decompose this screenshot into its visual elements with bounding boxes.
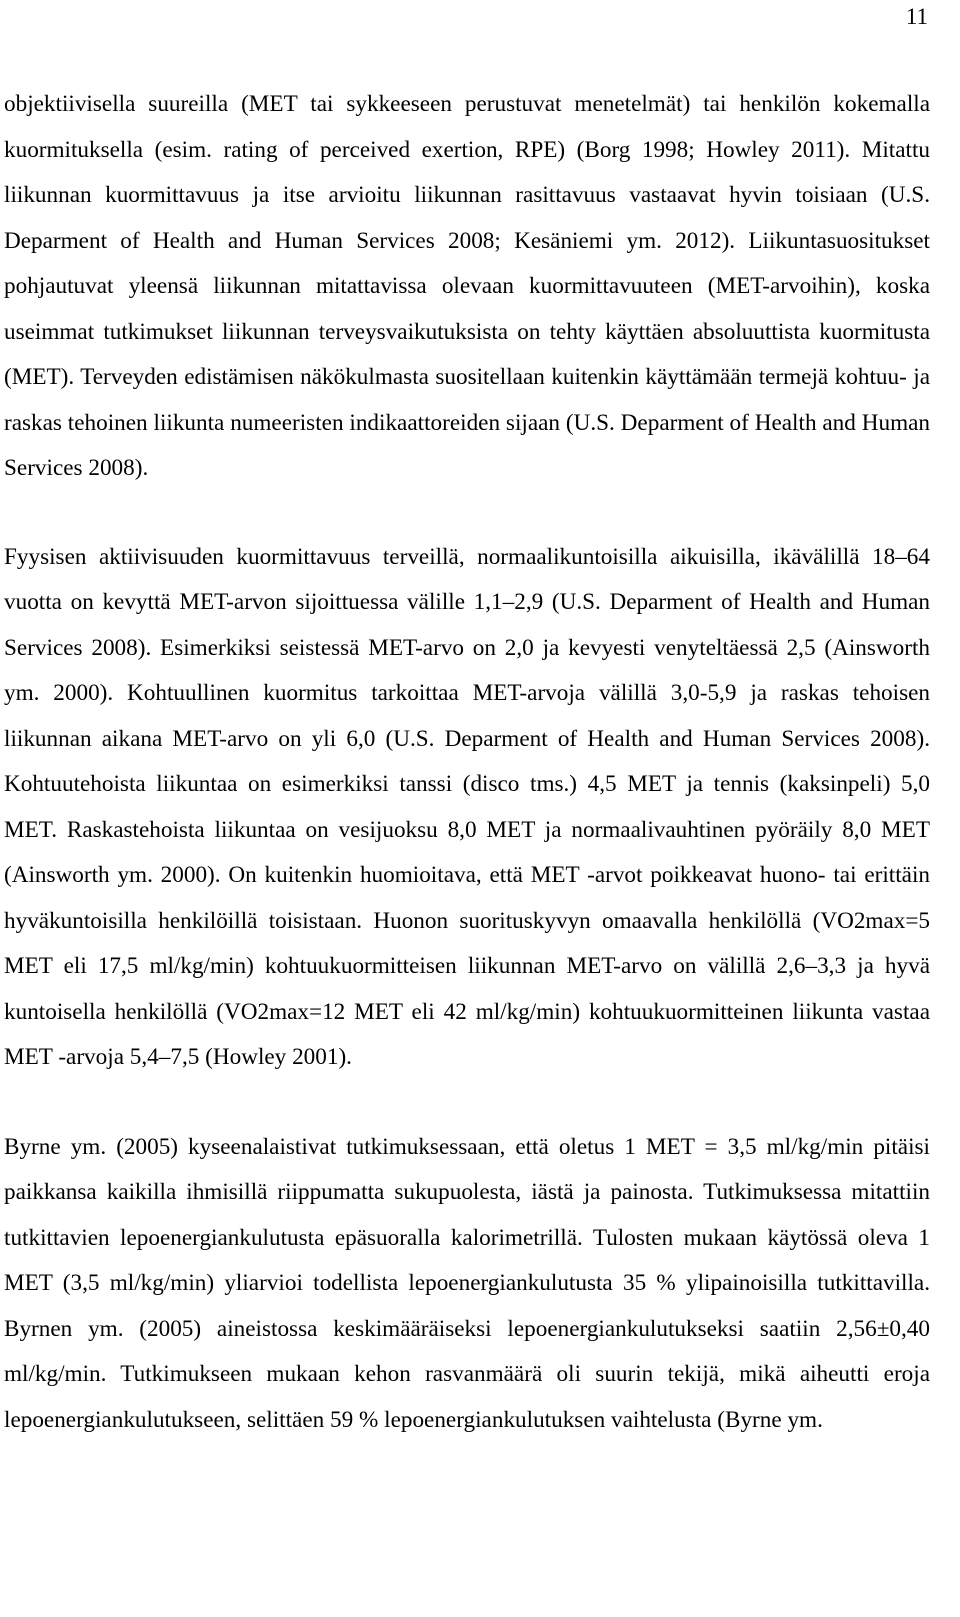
paragraph-byrne-study: Byrne ym. (2005) kyseenalaistivat tutkimuksessaan, että oletus 1 MET = 3,5 ml/kg/min pitäisi paikkansa kaikilla ihmisillä riippumatta sukupuolesta, iästä ja painosta. Tutkimuksessa mitattiin tutkittavien lepoenergiankulutusta epäsuoralla kalorimetrillä. Tulosten mukaan käytössä oleva 1 MET (3,5 ml/kg/min) yliarvioi todellista lepoenergiankulutusta 35 % ylipainoisilla tutkittavilla. Byrnen ym. (2005) aineistossa keskimääräiseksi lepoenergiankulutukseksi saatiin 2,56±0,40 ml/kg/min. Tutkimukseen mukaan kehon rasvanmäärä oli suurin tekijä, mikä aiheutti eroja lepoenergiankulutukseen, selittäen 59 % lepoenergiankulutuksen vaihtelusta (Byrne ym.	[4, 1133, 930, 1433]
page-number: 11	[905, 4, 928, 29]
document-body	[4, 82, 930, 1443]
paragraph-met-measurement: objektiivisella suureilla (MET tai sykkeeseen perustuvat menetelmät) tai henkilön kokemalla kuormituksella (esim. rating of perceived exertion, RPE) (Borg 1998; Howley 2011). Mitattu liikunnan kuormittavuus ja itse arvioitu liikunnan rasittavuus vastaavat hyvin toisiaan (U.S. Deparment of Health and Human Services 2008; Kesäniemi ym. 2012). Liikuntasuositukset pohjautuvat yleensä liikunnan mitattavissa olevaan kuormittavuuteen (MET-arvoihin), koska useimmat tutkimukset liikunnan terveysvaikutuksista on tehty käyttäen absoluuttista kuormitusta (MET). Terveyden edistämisen näkökulmasta suositellaan kuitenkin käyttämään termejä kohtuu- ja raskas tehoinen liikunta numeeristen indikaattoreiden sijaan (U.S. Deparment of Health and Human Services 2008).	[4, 91, 930, 481]
paragraph-met-intensity-levels: Fyysisen aktiivisuuden kuormittavuus terveillä, normaalikuntoisilla aikuisilla, ikävälillä 18–64 vuotta on kevyttä MET-arvon sijoittuessa välille 1,1–2,9 (U.S. Deparment of Health and Human Services 2008). Esimerkiksi seistessä MET-arvo on 2,0 ja kevyesti venyteltäessä 2,5 (Ainsworth ym. 2000). Kohtuullinen kuormitus tarkoittaa MET-arvoja välillä 3,0-5,9 ja raskas tehoisen liikunnan aikana MET-arvo on yli 6,0 (U.S. Deparment of Health and Human Services 2008). Kohtuutehoista liikuntaa on esimerkiksi tanssi (disco tms.) 4,5 MET ja tennis (kaksinpeli) 5,0 MET. Raskastehoista liikuntaa on vesijuoksu 8,0 MET ja normaalivauhtinen pyöräily 8,0 MET (Ainsworth ym. 2000). On kuitenkin huomioitava, että MET -arvot poikkeavat huono- tai erittäin hyväkuntoisilla henkilöillä toisistaan. Huonon suorituskyvyn omaavalla henkilöllä (VO2max=5 MET eli 17,5 ml/kg/min) kohtuukuormitteisen liikunnan MET-arvo on välillä 2,6–3,3 ja hyvä kuntoisella henkilöllä (VO2max=12 MET eli 42 ml/kg/min) kohtuukuormitteinen liikunta vastaa MET -arvoja 5,4–7,5 (Howley 2001).	[4, 543, 930, 1070]
